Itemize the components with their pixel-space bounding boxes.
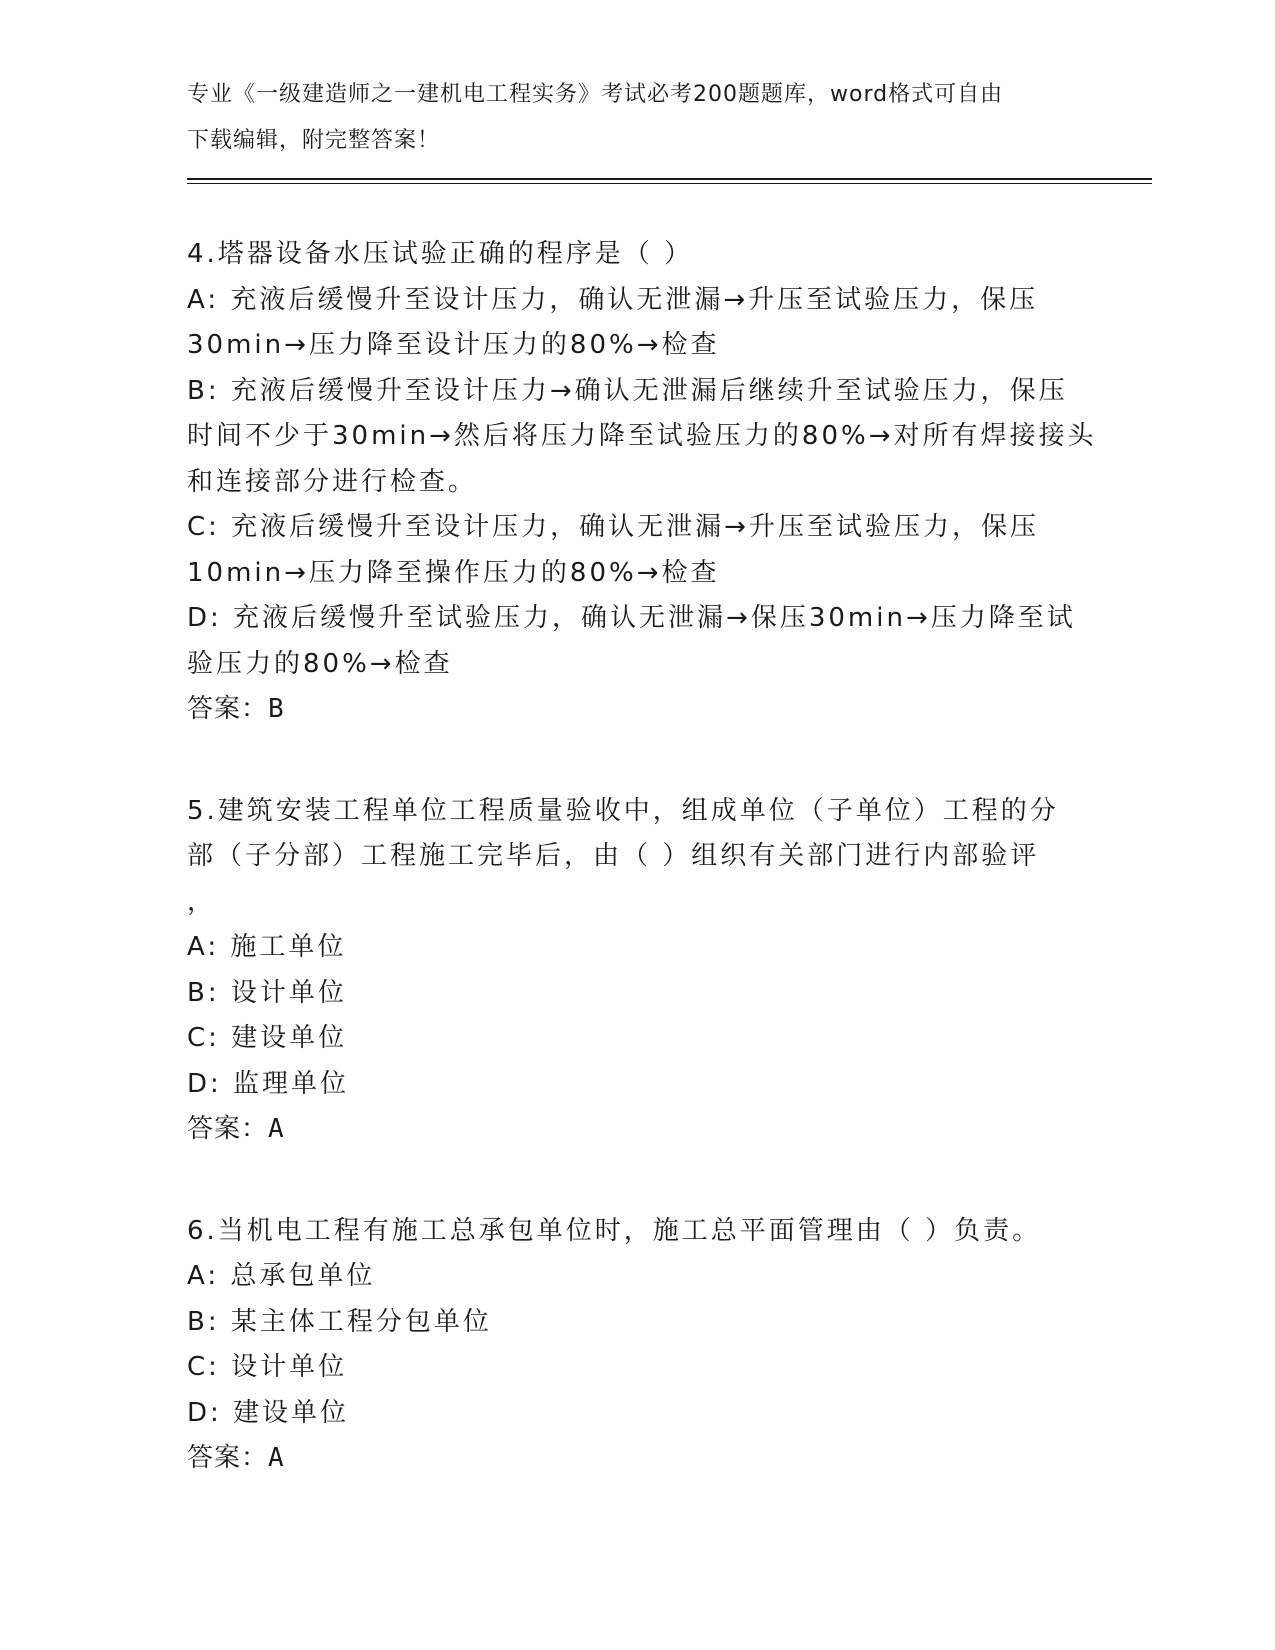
option-d: D: 建设单位: [187, 1397, 350, 1428]
question-stem-continued: ，: [187, 886, 217, 917]
answer: 答案：A: [187, 1443, 285, 1473]
option-b: B: 设计单位: [187, 977, 347, 1008]
question-5: [187, 789, 1087, 1153]
option-b-continued: 时间不少于30min→然后将压力降至试验压力的80%→对所有焊接接头: [187, 421, 1097, 451]
question-stem: 4.塔器设备水压试验正确的程序是（ ）: [187, 239, 694, 269]
answer: 答案：B: [187, 694, 285, 724]
option-d-continued: 验压力的80%→检查: [187, 648, 453, 679]
answer: 答案：A: [187, 1114, 285, 1144]
option-a-continued: 30min→压力降至设计压力的80%→检查: [187, 330, 720, 360]
question-6: [187, 1209, 1087, 1482]
option-b: B: 充液后缓慢升至设计压力→确认无泄漏后继续升至试验压力，保压: [187, 375, 1068, 406]
option-d: D: 充液后缓慢升至试验压力，确认无泄漏→保压30min→压力降至试: [187, 603, 1076, 633]
document-header: [187, 72, 1067, 163]
question-stem: 6.当机电工程有施工总承包单位时，施工总平面管理由（ ）负责。: [187, 1215, 1042, 1246]
option-d: D: 监理单位: [187, 1068, 350, 1099]
option-c: C: 充液后缓慢升至设计压力，确认无泄漏→升压至试验压力，保压: [187, 512, 1039, 542]
option-b-continued: 和连接部分进行检查。: [187, 466, 478, 497]
option-a: A: 充液后缓慢升至设计压力，确认无泄漏→升压至试验压力，保压: [187, 284, 1039, 315]
question-stem: 5.建筑安装工程单位工程质量验收中，组成单位（子单位）工程的分: [187, 795, 1059, 826]
option-b: B: 某主体工程分包单位: [187, 1306, 492, 1337]
header-line: 专业《一级建造师之一建机电工程实务》考试必考200题题库，word格式可自由: [187, 82, 1004, 107]
option-c-continued: 10min→压力降至操作压力的80%→检查: [187, 557, 720, 588]
option-a: A: 施工单位: [187, 932, 347, 962]
option-c: C: 建设单位: [187, 1023, 348, 1053]
header-line: 下载编辑，附完整答案！: [187, 127, 441, 153]
question-stem-continued: 部（子分部）工程施工完毕后，由（ ）组织有关部门进行内部验评: [187, 841, 1040, 871]
option-c: C: 设计单位: [187, 1352, 348, 1382]
question-4: [187, 232, 1097, 733]
question-list: [187, 232, 1097, 1538]
header-divider: [187, 178, 1152, 184]
option-a: A: 总承包单位: [187, 1261, 376, 1291]
